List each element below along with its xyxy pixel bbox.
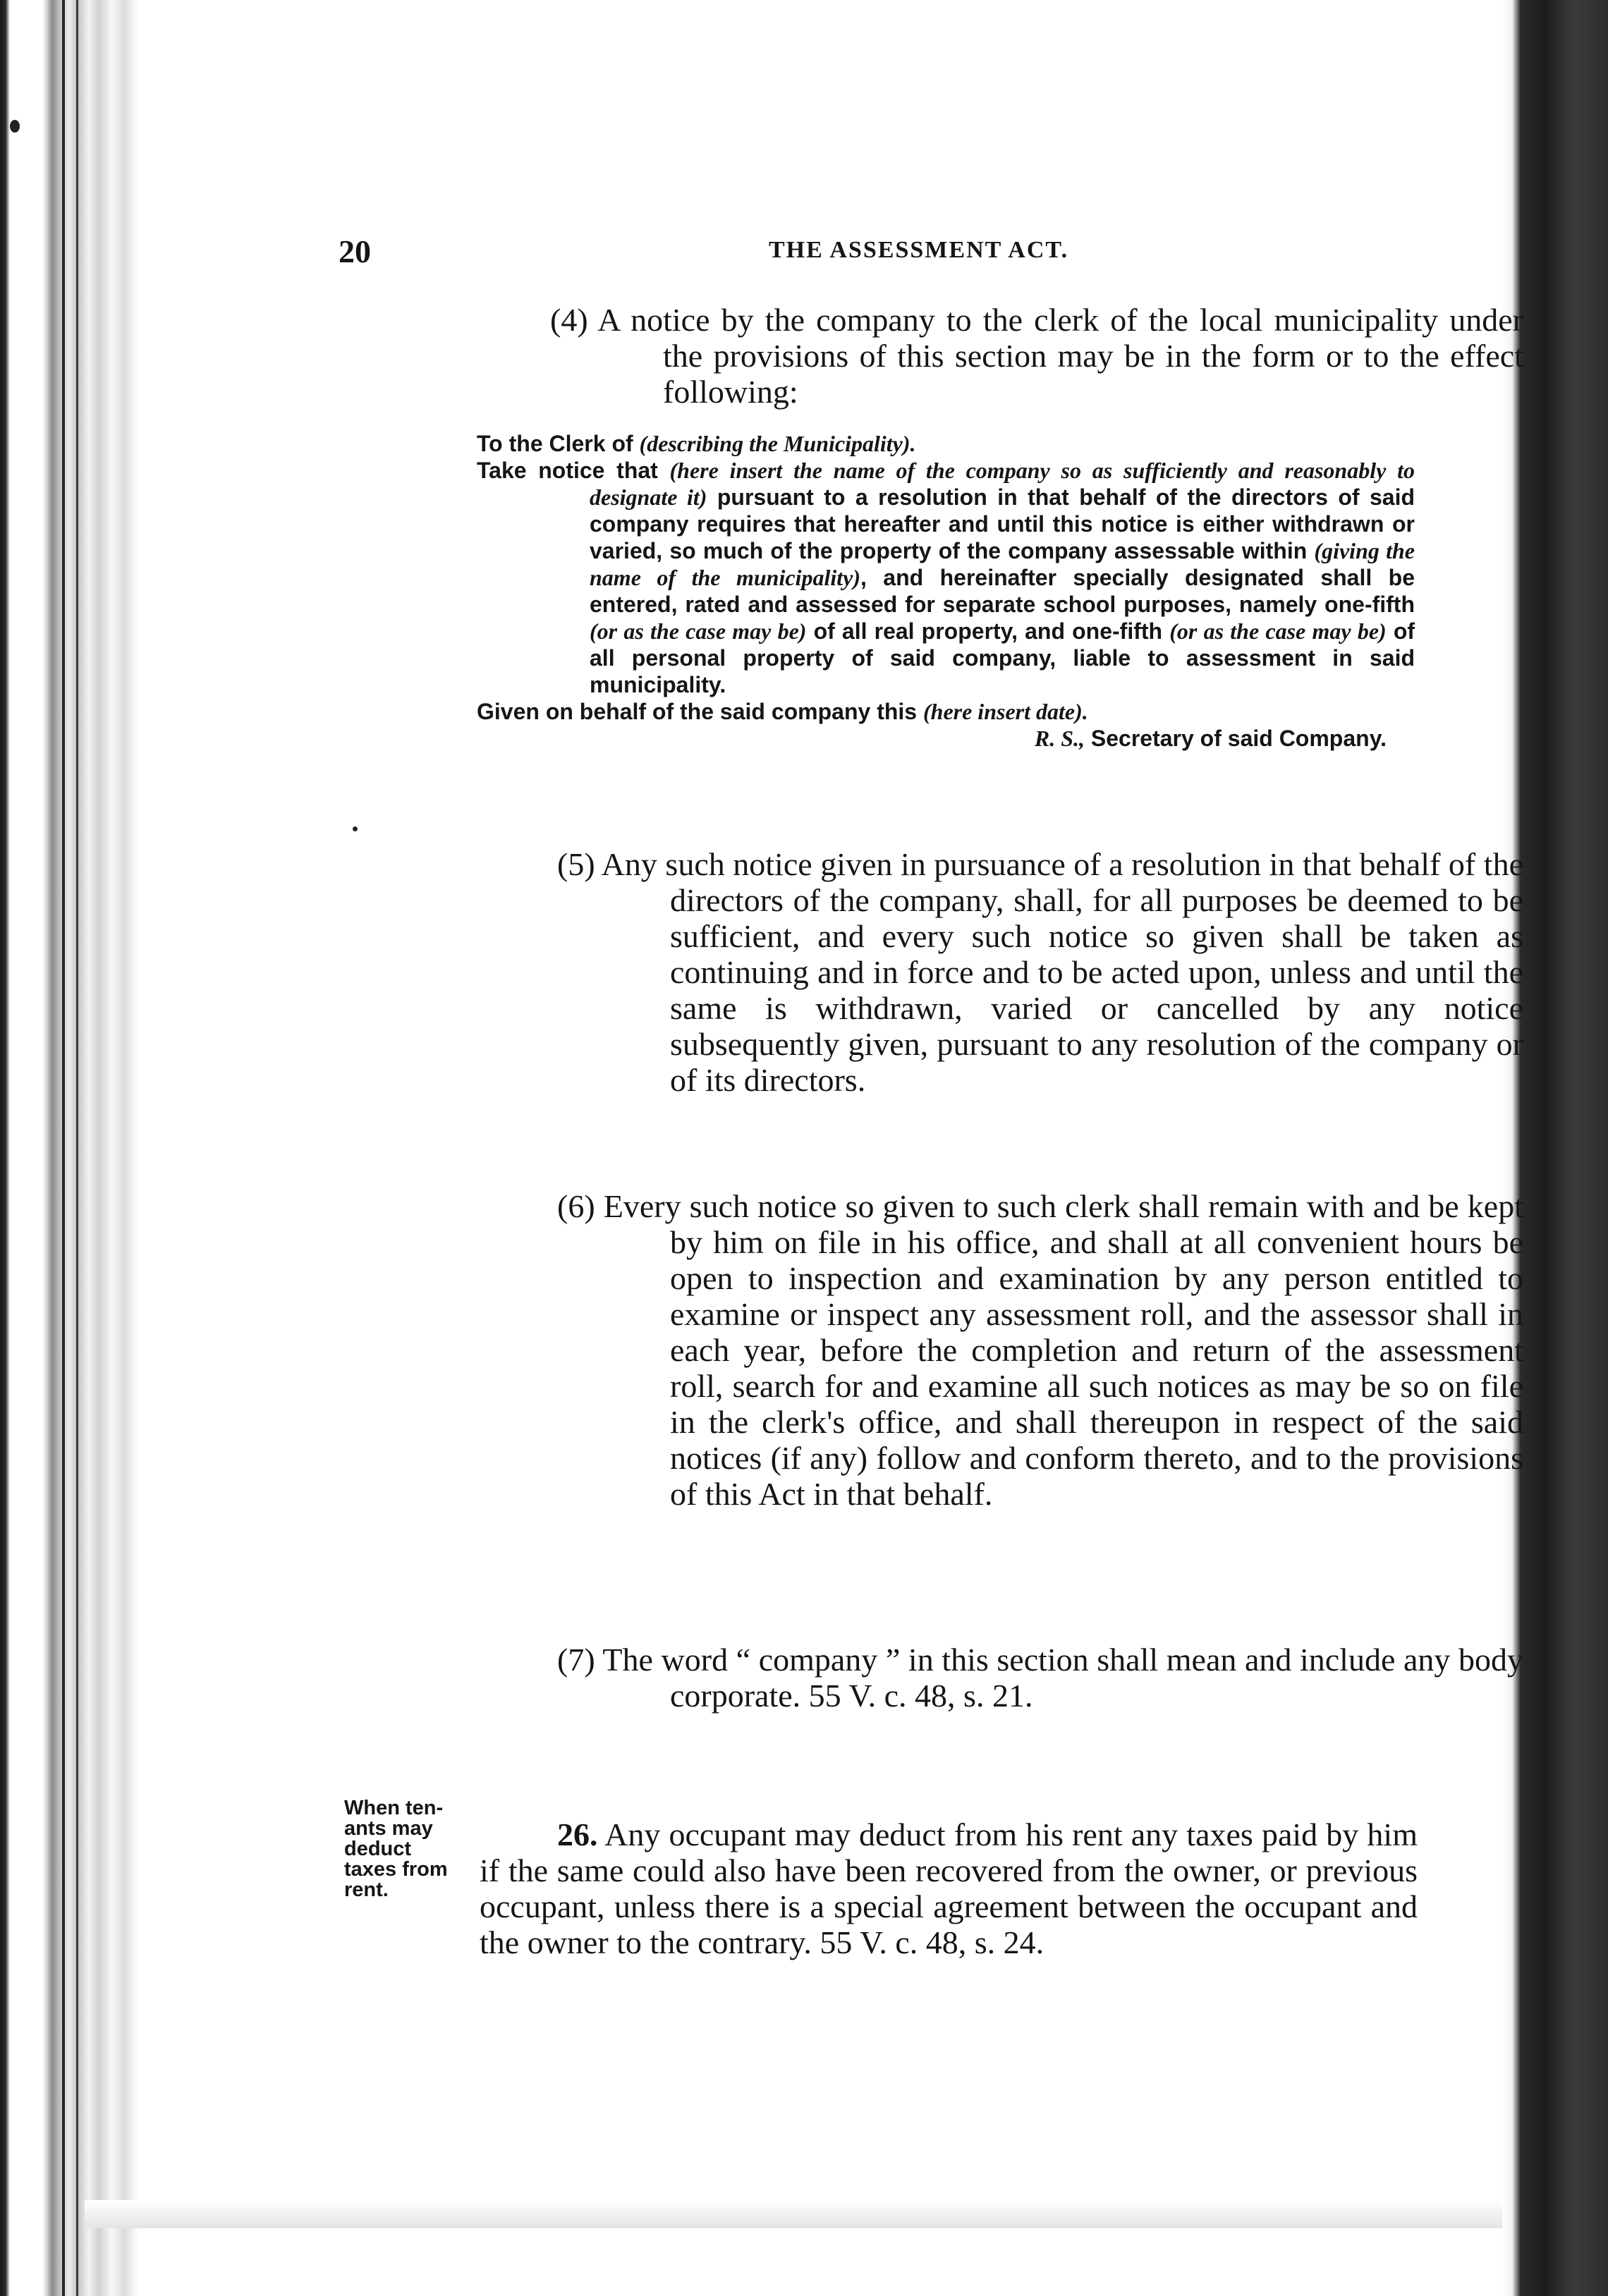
form-italic: (describing the Municipality). bbox=[639, 431, 916, 456]
subsection-text: Every such notice so given to such clerk shall remain with and be kept by him on file in his office, and shall at all convenient hours be open to inspection and examination by any person entitled to examine or inspect any assessment roll, and the assessor shall in each year, before the completion and return of the assessment roll, search for and examine all such notices as may be so on file in the clerk's office, and shall thereupon in respect of the said notices (if any) follow and conform thereto, and to the provisions of this Act in that behalf. bbox=[603, 1188, 1523, 1512]
form-given-line bbox=[477, 698, 1415, 725]
scan-speck bbox=[10, 120, 20, 133]
subsection-number: (4) bbox=[550, 302, 588, 338]
form-text: of all real property, and one-fifth bbox=[806, 618, 1170, 644]
form-signature bbox=[477, 725, 1415, 752]
section-number: 26. bbox=[557, 1816, 598, 1852]
subsection-text: A notice by the company to the clerk of the local municipality under the provisions of this section may be in the form or to the effect following: bbox=[597, 302, 1523, 410]
subsection-4 bbox=[550, 302, 1523, 410]
form-text: of all personal property of said company, liable to assessment in said municipality. bbox=[590, 618, 1415, 697]
book-spine-edge bbox=[0, 0, 148, 2296]
form-italic: (here insert the name of the company so as sufficiently and reasonably to designate it) bbox=[590, 458, 1415, 510]
form-text: pursuant to a resolution in that behalf of the directors of said company requires that hereafter and until this notice is either withdrawn or varied, so much of the property of the company assessable within bbox=[590, 484, 1415, 563]
subsection-text: Any such notice given in pursuance of a resolution in that behalf of the directors of the company, shall, for all purposes be deemed to be sufficient, and every such notice so given shall be taken as continuing and in force and to be acted upon, unless and until the same is withdrawn, varied or cancelled by any notice subsequently given, pursuant to any resolution of the company or of its directors. bbox=[601, 846, 1523, 1098]
subsection-5 bbox=[557, 846, 1523, 1098]
page-header bbox=[339, 233, 1474, 275]
notice-form bbox=[477, 430, 1415, 752]
section-26 bbox=[480, 1816, 1418, 1960]
margin-note-line: deduct bbox=[344, 1838, 412, 1860]
margin-note bbox=[344, 1798, 464, 1900]
subsection-7 bbox=[557, 1642, 1523, 1714]
form-text: Take notice that bbox=[477, 458, 658, 483]
subsection-number: (7) bbox=[557, 1642, 595, 1678]
form-italic: (or as the case may be) bbox=[590, 618, 807, 644]
form-text: , and hereinafter specially designated shall be entered, rated and assessed for separate school purposes, namely one-fifth bbox=[590, 565, 1415, 617]
subsection-6 bbox=[557, 1188, 1523, 1512]
section-text: Any occupant may deduct from his rent any taxes paid by him if the same could also have been recovered from the owner, or previous occupant, unless there is a special agreement between the occupant and the owner to the contrary. 55 V. c. 48, s. 24. bbox=[480, 1816, 1418, 1960]
form-italic: R. S., bbox=[1034, 726, 1085, 751]
margin-note-line: taxes from bbox=[344, 1858, 448, 1881]
margin-note-line: rent. bbox=[344, 1879, 389, 1901]
page-edge-line bbox=[62, 0, 65, 2296]
form-text: To the Clerk of bbox=[477, 431, 633, 456]
page-shadow bbox=[85, 2200, 1502, 2228]
subsection-number: (5) bbox=[557, 846, 595, 882]
form-text: Given on behalf of the said company this bbox=[477, 699, 918, 724]
form-body bbox=[477, 457, 1415, 698]
form-italic: (giving the name of the municipality) bbox=[590, 538, 1415, 590]
subsection-number: (6) bbox=[557, 1188, 595, 1224]
page-number: 20 bbox=[339, 233, 371, 269]
subsection-text: The word “ company ” in this section shall mean and include any body corporate. 55 V. c. 48, s. 21. bbox=[602, 1642, 1524, 1714]
scan-speck bbox=[353, 826, 358, 831]
form-text: Secretary of said Company. bbox=[1085, 726, 1387, 751]
margin-note-line: ants may bbox=[344, 1817, 433, 1840]
form-address-line bbox=[477, 430, 1415, 457]
form-italic: (here insert date). bbox=[922, 699, 1088, 724]
form-italic: (or as the case may be) bbox=[1169, 618, 1387, 644]
page-edge-line bbox=[76, 0, 78, 2296]
margin-note-line: When ten- bbox=[344, 1797, 444, 1819]
scan-speck bbox=[1549, 1034, 1553, 1038]
running-title: THE ASSESSMENT ACT. bbox=[769, 237, 1069, 263]
